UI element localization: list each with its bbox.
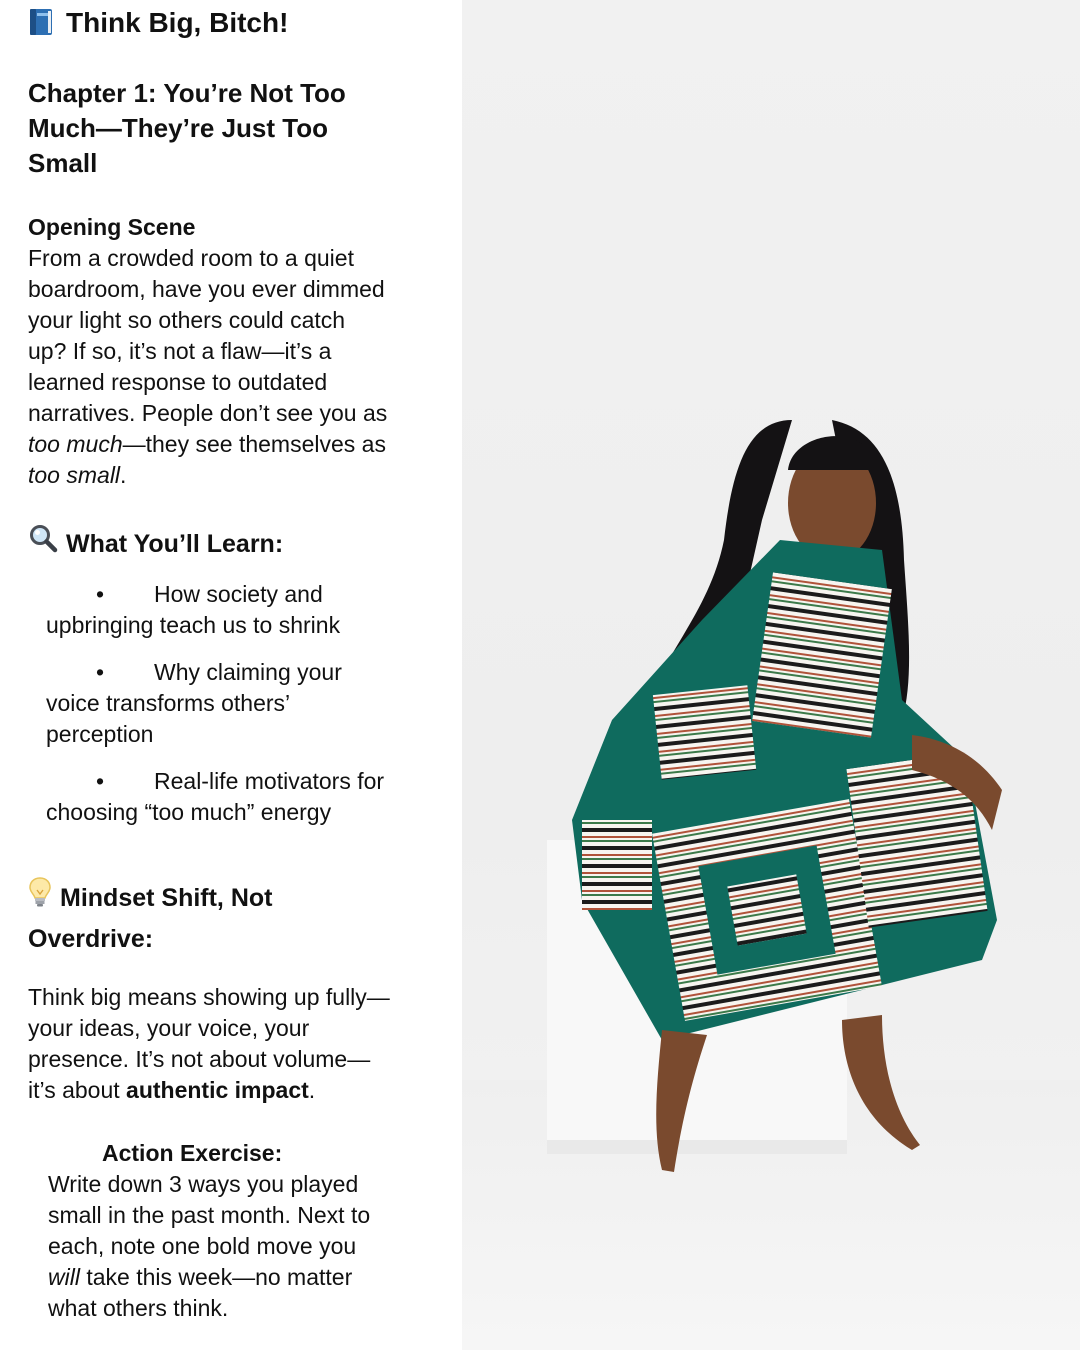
paragraph-text: . <box>308 1077 316 1103</box>
paragraph-text: it’s about <box>28 1077 127 1103</box>
paragraph-text: take this week—no matter <box>79 1264 353 1290</box>
bullet-marker: • <box>95 768 105 794</box>
paragraph-line: boardroom, have you ever dimmed <box>28 276 385 302</box>
emphasis-text: too much <box>28 431 123 457</box>
paragraph-line: narratives. People don’t see you as <box>28 400 388 426</box>
text-panel <box>0 0 462 1350</box>
chapter-line: Chapter 1: You’re Not Too <box>28 78 346 108</box>
list-item-text: choosing “too much” energy <box>46 799 332 825</box>
paragraph-line: your light so others could catch <box>28 307 346 333</box>
paragraph-line: Think big means showing up fully— <box>28 984 390 1010</box>
opening-scene-paragraph <box>28 243 428 491</box>
page-title <box>28 4 288 42</box>
emphasis-text: will <box>48 1264 80 1290</box>
paragraph-line: learned response to outdated <box>28 369 328 395</box>
learn-heading <box>28 525 283 566</box>
emphasis-text: too small <box>28 462 121 488</box>
mindset-heading <box>28 878 272 958</box>
list-item-text: perception <box>46 721 154 747</box>
action-exercise-paragraph <box>48 1169 428 1324</box>
light-bulb-icon <box>28 876 52 919</box>
paragraph-text: . <box>120 462 127 488</box>
bullet-marker: • <box>95 659 105 685</box>
bold-text: authentic impact <box>126 1077 309 1103</box>
chapter-heading <box>28 76 428 181</box>
paragraph-line <box>28 1075 438 1106</box>
paragraph-line <box>28 429 428 460</box>
action-exercise-heading: Action Exercise: <box>102 1140 283 1166</box>
list-item <box>46 579 426 641</box>
list-item-text: How society and <box>154 581 323 607</box>
title-text: Think Big, Bitch! <box>66 7 289 38</box>
chapter-line: Small <box>28 148 98 178</box>
paragraph-line: Write down 3 ways you played <box>48 1171 359 1197</box>
list-item-text: Why claiming your <box>154 659 342 685</box>
opening-scene-heading: Opening Scene <box>28 214 196 240</box>
magnifying-glass-icon <box>28 523 58 564</box>
paragraph-line: From a crowded room to a quiet <box>28 245 354 271</box>
paragraph-line: presence. It’s not about volume— <box>28 1046 371 1072</box>
paragraph-text: —they see themselves as <box>122 431 386 457</box>
list-item-text: voice transforms others’ <box>46 690 291 716</box>
bullet-marker: • <box>95 581 105 607</box>
woman-in-patterned-dress-photo <box>462 0 1080 1350</box>
paragraph-line: up? If so, it’s not a flaw—it’s a <box>28 338 332 364</box>
paragraph-line <box>28 460 428 491</box>
learn-heading-text: What You’ll Learn: <box>66 530 284 559</box>
mindset-heading-text: Mindset Shift, Not <box>60 884 273 913</box>
blue-book-icon <box>28 8 54 36</box>
paragraph-line: small in the past month. Next to <box>48 1202 371 1228</box>
mindset-paragraph <box>28 982 438 1106</box>
list-item <box>46 766 426 828</box>
chapter-line: Much—They’re Just Too <box>28 113 328 143</box>
paragraph-line: what others think. <box>48 1295 229 1321</box>
list-item <box>46 657 426 750</box>
paragraph-line: each, note one bold move you <box>48 1233 357 1259</box>
mindset-heading-text: Overdrive: <box>28 925 154 953</box>
paragraph-line <box>48 1262 428 1293</box>
list-item-text: Real-life motivators for <box>154 768 385 794</box>
list-item-text: upbringing teach us to shrink <box>46 612 341 638</box>
photo-illustration <box>462 0 1080 1350</box>
paragraph-line: your ideas, your voice, your <box>28 1015 310 1041</box>
